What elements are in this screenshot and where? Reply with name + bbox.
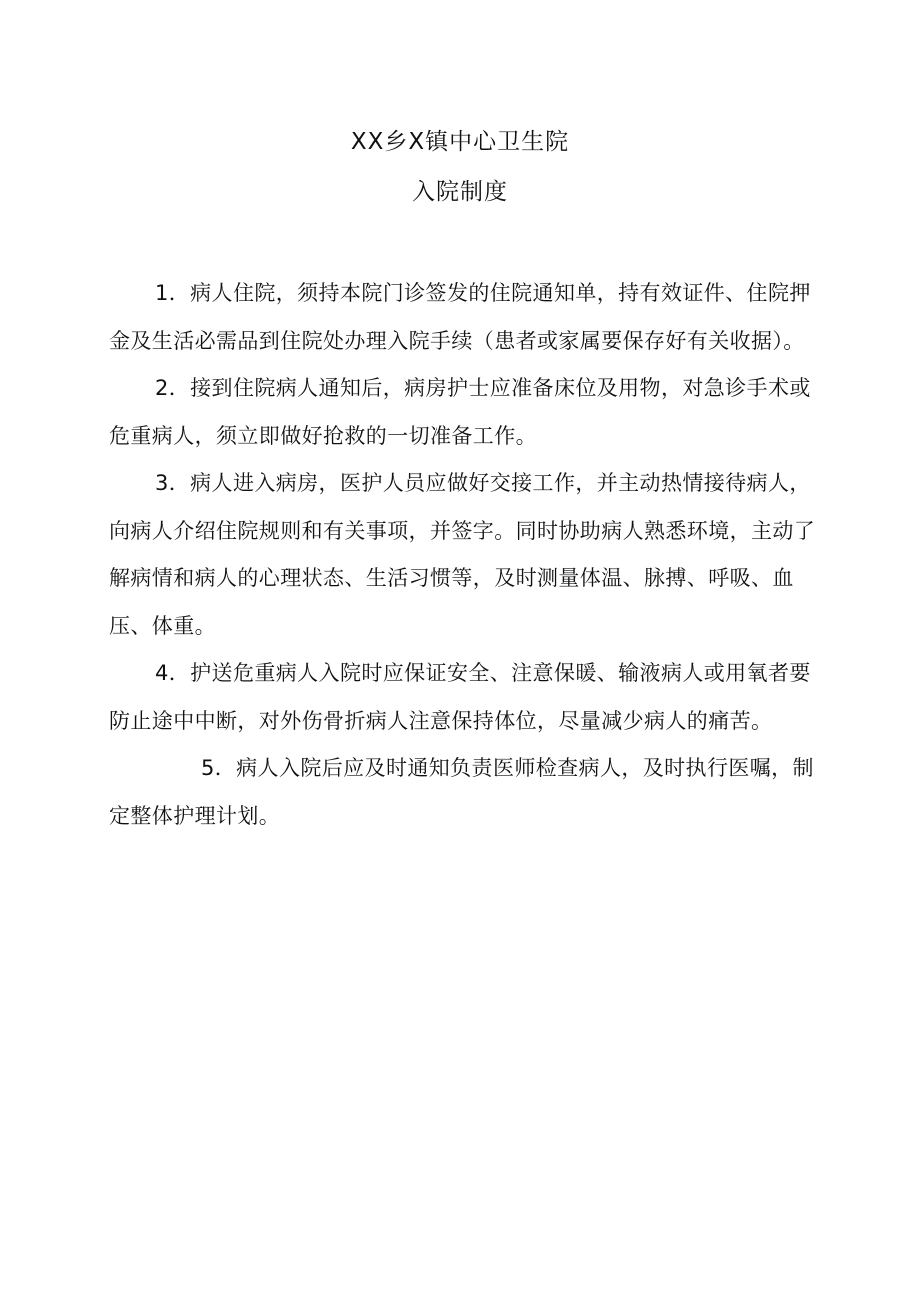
rule-paragraph-2: 2．接到住院病人通知后，病房护士应准备床位及用物，对急诊手术或危重病人，须立即做好抢救的一切准备工作。 <box>109 376 811 448</box>
rule-paragraph-1: 1．病人住院，须持本院门诊签发的住院通知单，持有效证件、住院押金及生活必需品到住院处办理入院手续（患者或家属要保存好有关收据）。 <box>109 281 811 353</box>
rule-paragraph-4: 4．护送危重病人入院时应保证安全、注意保暖、输液病人或用氧者要防止途中中断，对外伤骨折病人注意保持体位，尽量减少病人的痛苦。 <box>109 661 811 733</box>
document-body <box>109 270 826 840</box>
rule-paragraph-5: 5．病人入院后应及时通知负责医师检查病人，及时执行医嘱，制定整体护理计划。 <box>109 756 814 828</box>
document-title: XX乡X镇中心卫生院 <box>350 129 570 155</box>
document-subtitle: 入院制度 <box>412 179 508 205</box>
rule-paragraph-3: 3．病人进入病房，医护人员应做好交接工作，并主动热情接待病人，向病人介绍住院规则和有关事项，并签字。同时协助病人熟悉环境，主动了解病情和病人的心理状态、生活习惯等，及时测量体温、脉搏、呼吸、血压、体重。 <box>109 471 816 638</box>
